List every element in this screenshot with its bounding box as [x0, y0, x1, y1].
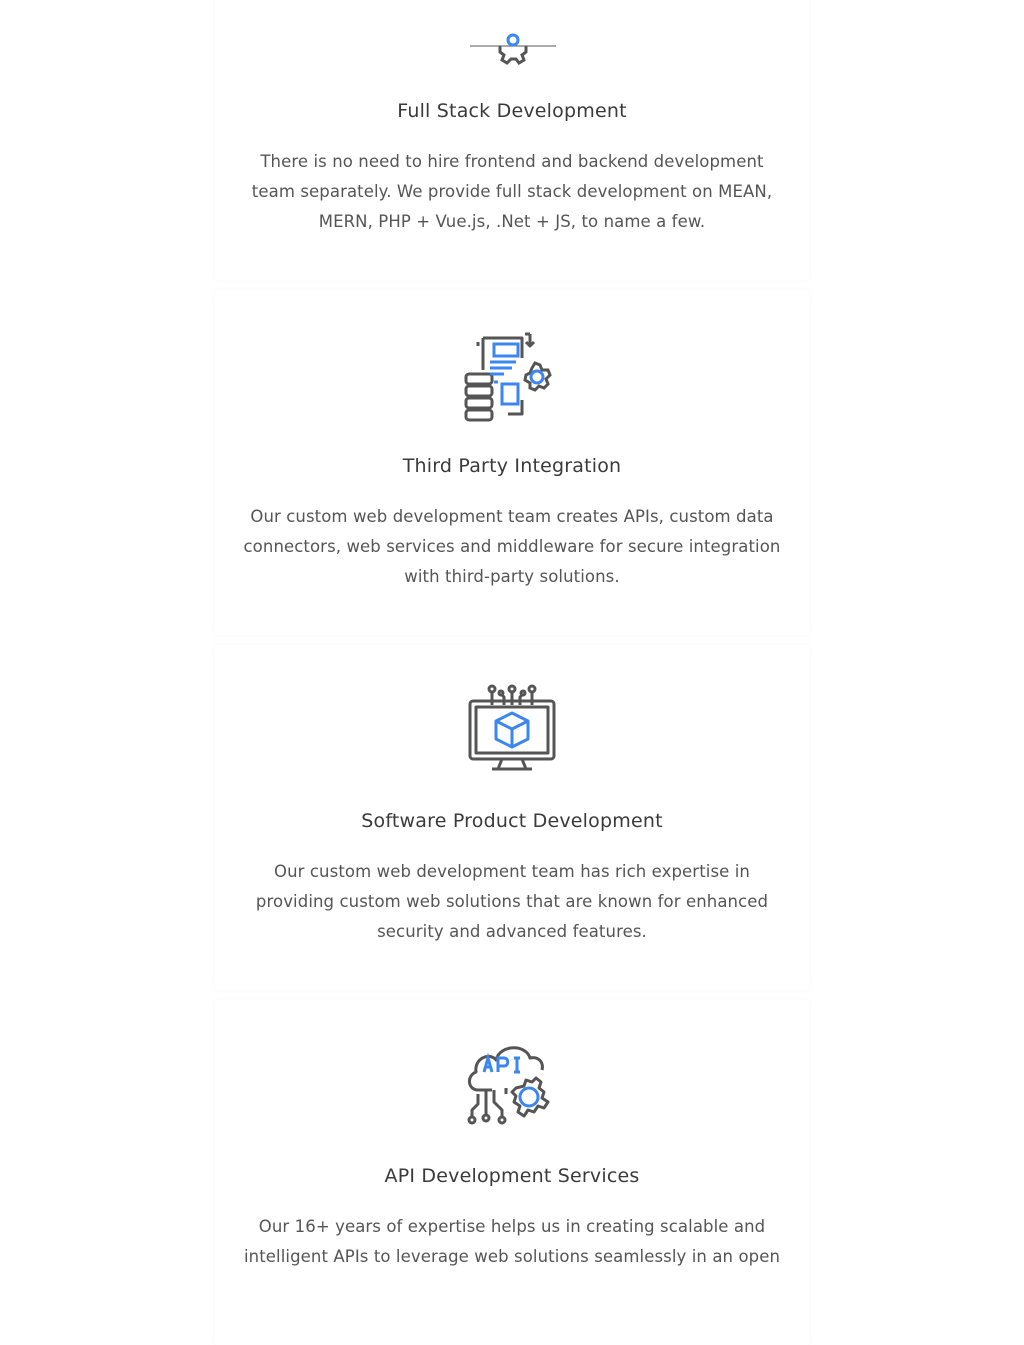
service-description: Our 16+ years of expertise helps us in creating scalable and intelligent APIs to leverage web solutions seamlessly in an open [243, 1217, 781, 1266]
service-title: Software Product Development [361, 810, 663, 832]
service-description: Our custom web development team creates APIs, custom data connectors, web services and middleware for secure integration with third-party solutions. [243, 507, 781, 586]
service-title: Third Party Integration [402, 455, 622, 477]
integration-document-icon [464, 330, 560, 426]
service-title: Full Stack Development [397, 100, 627, 122]
monitor-cube-icon [464, 683, 560, 779]
service-description: There is no need to hire frontend and backend development team separately. We provide full stack development on MEAN, MERN, PHP + Vue.js, .Net + JS, to name a few. [251, 152, 773, 231]
service-card-software-product [215, 645, 809, 990]
service-card-full-stack [215, 0, 809, 280]
service-card-api-development [215, 1000, 809, 1345]
service-title: API Development Services [384, 1165, 640, 1187]
api-cloud-icon [464, 1036, 560, 1132]
gear-icon [464, 0, 560, 76]
service-card-third-party [215, 290, 809, 635]
service-description: Our custom web development team has rich expertise in providing custom web solutions that are known for enhanced security and advanced features. [255, 862, 769, 941]
